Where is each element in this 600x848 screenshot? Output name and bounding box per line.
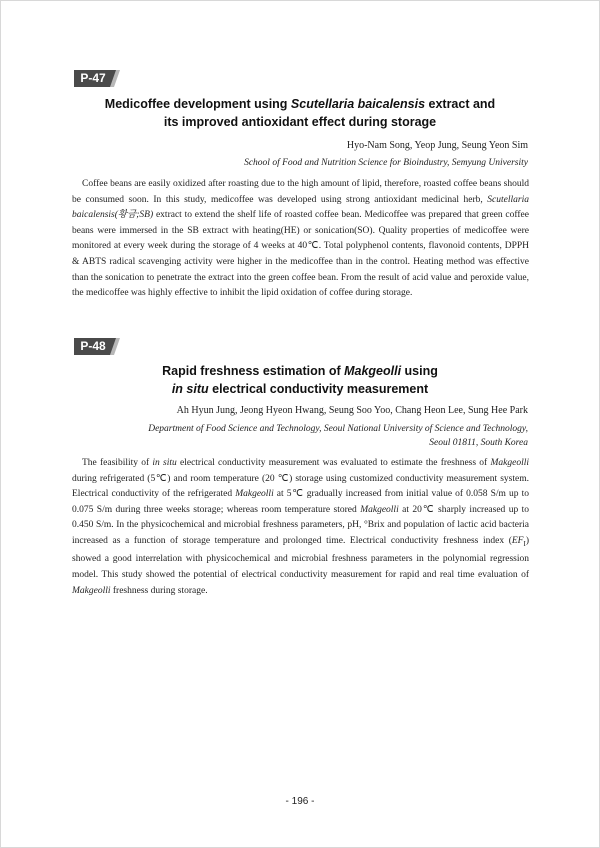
page-number: - 196 - [285, 796, 315, 807]
affiliation-line: School of Food and Nutrition Science for Bioindustry, Semyung University [244, 158, 528, 168]
abstract-body [72, 177, 529, 302]
body-text: at 20℃ sharply increased up to 0.450 S/m. In the physicochemical and microbial freshness parameters, pH, °Brix and population of lactic acid bacteria increased as a function of storage temperature and prolonged time. Electrical conductivity freshness index ( [72, 504, 530, 546]
title-text: Rapid freshness estimation of [162, 364, 345, 378]
title-text: extract and [425, 97, 496, 111]
body-italic-text: Makgeolli [72, 585, 111, 596]
body-text: Coffee beans are easily oxidized after roasting due to the high amount of lipid, therefore, roasted coffee beans should be consumed soon. In this study, medicoffee was developed using strong antioxidant medicinal herb, [72, 179, 529, 205]
body-text: ) showed a good interrelation with physicochemical and microbial freshness parameters in the polynomial regression model. This study showed the potential of electrical conductivity measurement for rapid and real time evaluation of [72, 535, 529, 581]
title-italic-text: in situ [171, 382, 209, 396]
body-italic-text: Makgeolli [490, 458, 529, 468]
title-italic-text: Scutellaria baicalensis [290, 97, 426, 111]
abstract-number: P-47 [80, 71, 106, 85]
body-italic-text: Makgeolli [360, 504, 399, 515]
body-italic-text: Scutellaria baicalensis(황금;SB) [72, 194, 529, 221]
abstract-number: P-48 [80, 339, 106, 353]
body-text: freshness during storage. [110, 585, 208, 596]
body-subscript: I [523, 539, 526, 548]
body-italic-text: EF [511, 535, 524, 546]
title-text: its improved antioxidant effect during storage [163, 115, 437, 129]
body-text: electrical conductivity measurement was evaluated to estimate the freshness of [176, 458, 491, 468]
affiliation [148, 422, 528, 450]
affiliation-line: Department of Food Science and Technology, Seoul National University of Science and Technology, [148, 424, 528, 434]
abstract-body [72, 456, 529, 599]
title-italic-text: Makgeolli [344, 364, 402, 378]
abstract-title [60, 362, 540, 398]
title-text: Medicoffee development using [104, 97, 291, 111]
title-text: using [401, 364, 438, 378]
abstract-title [60, 95, 540, 131]
abstract-number-badge [74, 338, 120, 355]
title-text: electrical conductivity measurement [208, 382, 429, 396]
affiliation [244, 156, 528, 170]
body-text: at 5℃ gradually increased from initial value of 0.058 S/m up to 0.075 S/m during three weeks storage; whereas room temperature stored [72, 489, 529, 515]
authors: Ah Hyun Jung, Jeong Hyeon Hwang, Seung Soo Yoo, Chang Heon Lee, Sung Hee Park [176, 405, 528, 416]
abstract-number-badge [74, 70, 120, 87]
body-text: The feasibility of [82, 458, 153, 468]
body-text: during refrigerated (5℃) and room temperature (20 ℃) storage using customized conductivity measurement system. Electrical conductivity of the refrigerated [72, 473, 529, 500]
authors: Hyo-Nam Song, Yeop Jung, Seung Yeon Sim [346, 140, 528, 151]
body-text: extract to extend the shelf life of roasted coffee bean. Medicoffee was prepared that green coffee beans were immersed in the SB extract with heating(HE) or sonication(SO). Quality properties of medicoffee were monitored at every week during the storage of 4 weeks at 40℃. Total polyphenol contents, flavonoid contents, DPPH & ABTS radical scavenging activity were higher in the medicoffee than in the control. Heating method was effective than the sonication to penetrate the extract into the green coffee bean. From the result of acid value and peroxide value, the medicoffee was highly effective to inhibit the lipid oxidation of coffee during storage. [72, 210, 529, 299]
body-italic-text: in situ [152, 458, 177, 468]
affiliation-line: Seoul 01811, South Korea [429, 438, 528, 448]
body-italic-text: Makgeolli [235, 489, 274, 500]
